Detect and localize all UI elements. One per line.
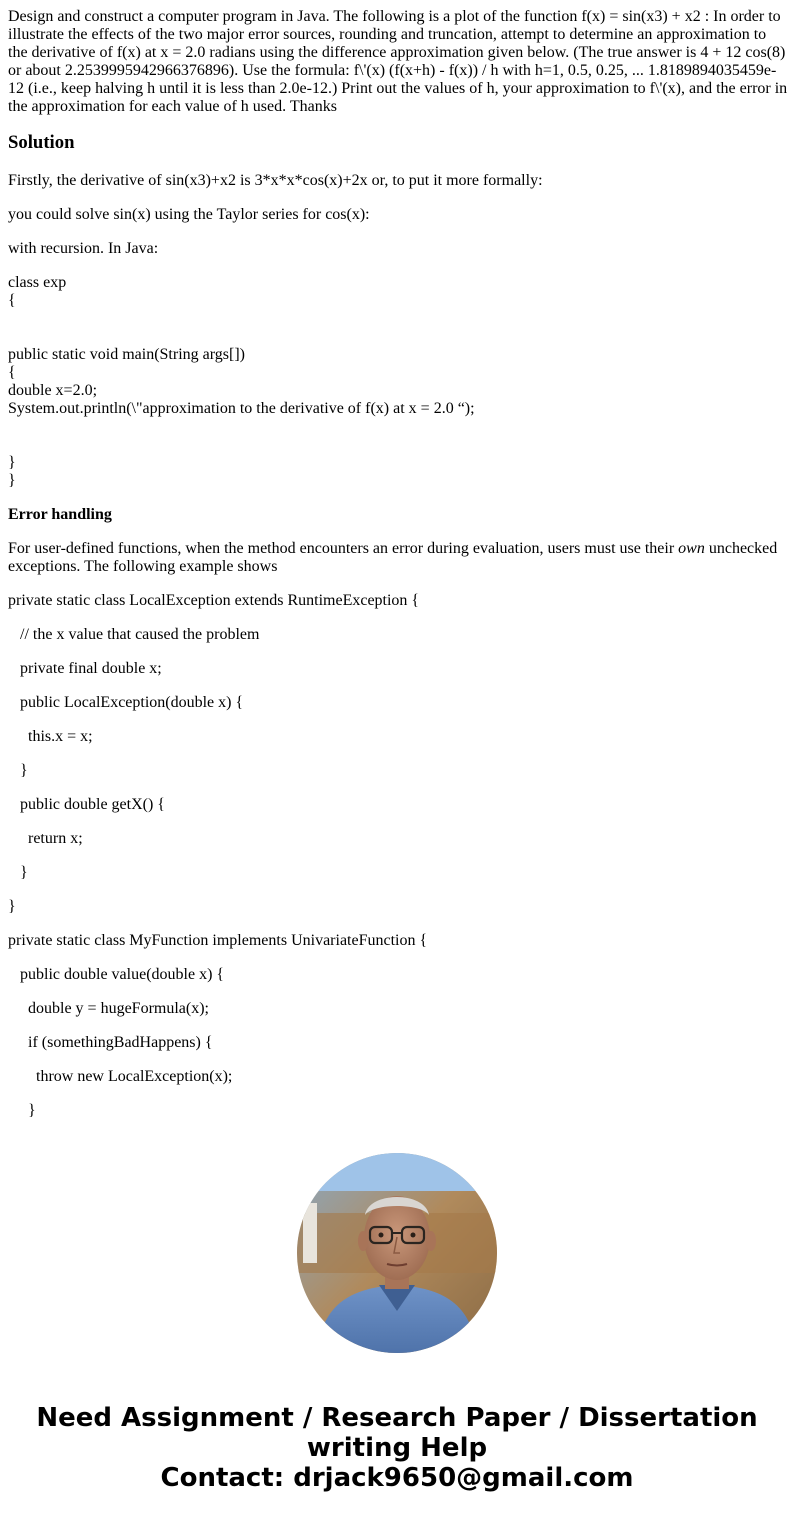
code-blank xyxy=(8,310,788,328)
code2-line: private final double x; xyxy=(20,660,162,677)
code2-line: this.x = x; xyxy=(28,728,93,745)
solution-para-recursion: with recursion. In Java: xyxy=(8,240,159,257)
code2-line: return x; xyxy=(28,830,83,847)
code2-line: } xyxy=(20,762,28,779)
assignment-help-banner xyxy=(0,1403,794,1493)
code2-line: } xyxy=(28,1102,36,1119)
solution-para-derivative: Firstly, the derivative of sin(x3)+x2 is 3*x*x*cos(x)+2x or, to put it more formally: xyxy=(8,172,543,189)
code2-line: } xyxy=(8,898,16,915)
error-handling-heading xyxy=(8,506,788,524)
code2-line: public LocalException(double x) { xyxy=(20,694,244,711)
error-para-text-before: For user-defined functions, when the method encounters an error during evaluation, users must use their xyxy=(8,540,679,557)
code-line: { xyxy=(8,364,16,381)
code-line: class exp xyxy=(8,274,67,291)
code2-line: // the x value that caused the problem xyxy=(20,626,260,643)
banner-line-1: Need Assignment / Research Paper / Dissertation xyxy=(36,1403,758,1433)
code2-line: throw new LocalException(x); xyxy=(36,1068,233,1085)
banner-line-2: writing Help xyxy=(306,1433,488,1463)
code2-line: private static class LocalException extends RuntimeException { xyxy=(8,592,420,609)
error-handling-heading-text: Error handling xyxy=(8,506,112,523)
author-portrait-graphic xyxy=(297,1153,497,1353)
code-line: public static void main(String args[]) xyxy=(8,346,245,363)
code-line: { xyxy=(8,292,16,309)
banner-contact-line: Contact: drjack9650@gmail.com xyxy=(160,1463,634,1493)
code2-line: if (somethingBadHappens) { xyxy=(28,1034,213,1051)
code2-line: public double getX() { xyxy=(20,796,165,813)
author-avatar xyxy=(297,1153,497,1353)
document-body xyxy=(8,8,788,1136)
code-blank xyxy=(8,436,788,454)
code-blank xyxy=(8,418,788,436)
question-text: Design and construct a computer program in Java. The following is a plot of the function f(x) = sin(x3) + x2 : In order to illustrate the effects of the two major error sources, rounding and truncation, attempt to determine an approximation to the derivative of f(x) at x = 2.0 radians using the difference approximation given below. (The true answer is 4 + 12 cos(8) or about 2.2539995942966376896). Use the formula: f\'(x) (f(x+h) - f(x)) / h with h=1, 0.5, 0.25, ... 1.8189894035459e-12 (i.e., keep halving h until it is less than 2.0e-12.) Print out the values of h, your approximation to f\'(x), and the error in the approximation for each value of h used. Thanks xyxy=(8,8,788,115)
code-blank xyxy=(8,328,788,346)
error-para-emphasis: own xyxy=(678,540,705,557)
code2-line: private static class MyFunction implements UnivariateFunction { xyxy=(8,932,428,949)
code2-line: public double value(double x) { xyxy=(20,966,225,983)
java-code-block xyxy=(8,274,788,490)
code-line: System.out.println(\"approximation to the derivative of f(x) at x = 2.0 “); xyxy=(8,400,475,417)
error-handling-para xyxy=(8,540,788,576)
code-line: } xyxy=(8,454,16,471)
error-para-text-after: unchecked exceptions. The following example shows xyxy=(8,540,778,575)
solution-para-taylor: you could solve sin(x) using the Taylor series for cos(x): xyxy=(8,206,370,223)
code2-line: double y = hugeFormula(x); xyxy=(28,1000,209,1017)
code-line: } xyxy=(8,472,16,489)
code2-line: } xyxy=(20,864,28,881)
solution-heading: Solution xyxy=(8,132,75,153)
code-line: double x=2.0; xyxy=(8,382,98,399)
